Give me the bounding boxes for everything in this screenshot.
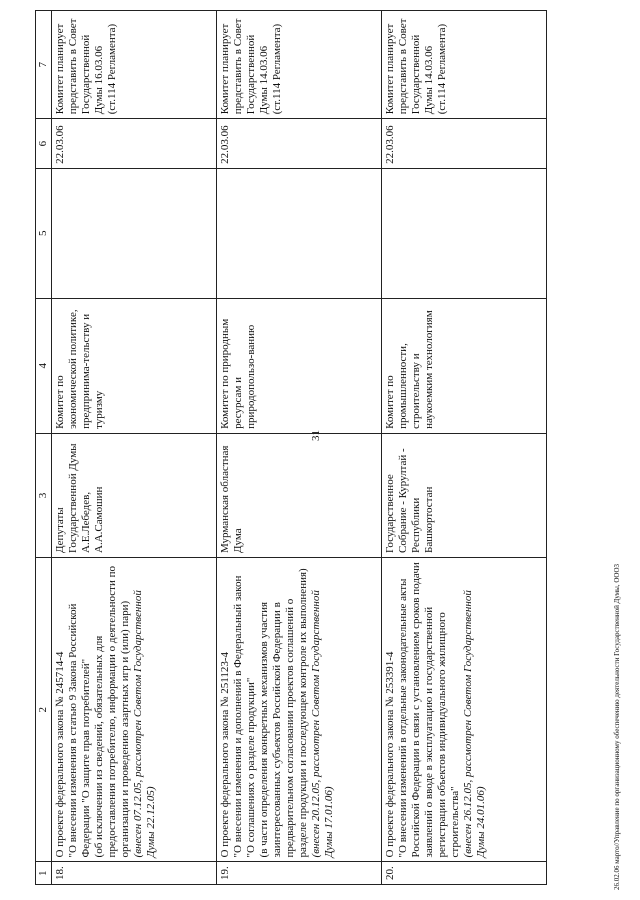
bill-date: 22.03.06 [217, 119, 382, 169]
bill-description [52, 557, 217, 861]
bill-description [217, 557, 382, 861]
header-col-6: 6 [36, 119, 52, 169]
col5-cell [382, 168, 547, 298]
table-row [382, 11, 547, 885]
bill-title: О проекте федерального закона № 245714-4 [54, 651, 66, 858]
bills-table-container [35, 10, 598, 885]
row-number: 20. [382, 862, 547, 885]
bill-status: Комитет планирует представить в Совет Государственной Думы 14.03.06 (ст.114 Регламента) [382, 11, 547, 119]
bill-note: (внесен 20.12.05, рассмотрен Советом Государственной Думы 17.01.06) [310, 590, 335, 858]
table-row [52, 11, 217, 885]
row-number: 19. [217, 862, 382, 885]
bill-text-line: (в части определения конкретных механизмов участия заинтересованных субъектов Российской Федерации в предварительном согласовании проектов соглашений о разделе продукции и последующем контроле их выполнения) [258, 568, 309, 858]
bills-table [35, 10, 547, 885]
bill-text-line: (об исключении из сведений, обязательных для предоставления потребителю, информации о деятельности по организации и проведению азартных игр и (или) пари) [93, 566, 131, 858]
bill-date: 22.03.06 [382, 119, 547, 169]
header-col-2: 2 [36, 557, 52, 861]
header-col-3: 3 [36, 433, 52, 557]
header-col-7: 7 [36, 11, 52, 119]
bill-date: 22.03.06 [52, 119, 217, 169]
header-col-4: 4 [36, 298, 52, 433]
header-col-1: 1 [36, 862, 52, 885]
bill-committee: Комитет по экономической политике, предпринима-тельству и туризму [52, 298, 217, 433]
bill-text-line: "О внесении изменения и дополнений в Федеральный закон "О соглашениях о разделе продукции" [232, 575, 257, 858]
row-number: 18. [52, 862, 217, 885]
table-header-row [36, 11, 52, 885]
bill-status: Комитет планирует представить в Совет Государственной Думы 14.03.06 (ст.114 Регламента) [217, 11, 382, 119]
bill-initiator: Государственное Собрание - Курултай - Республики Башкортостан [382, 433, 547, 557]
page-number: 31 [310, 430, 322, 441]
bill-initiator: Мурманская областная Дума [217, 433, 382, 557]
bill-title: О проекте федерального закона № 253391-4 [384, 651, 396, 858]
col5-cell [217, 168, 382, 298]
col5-cell [52, 168, 217, 298]
page-footer: 26.02.06 марто//Управление по организационному обеспечению деятельности Государственной Думы, ООО3 [613, 563, 621, 890]
bill-title: О проекте федерального закона № 251123-4 [219, 651, 231, 858]
bill-description [382, 557, 547, 861]
bill-committee: Комитет по природным ресурсам и природопользо-ванию [217, 298, 382, 433]
bill-text-line: "О внесении изменений в отдельные законодательные акты Российской Федерации в связи с установлением сроков подачи заявлений о вводе в эксплуатацию и государственной регистрации объектов индивидуального жилищного строительства" [397, 562, 461, 858]
bill-note: (внесен 07.12.05, рассмотрен Советом Государственной Думы 22.12.05) [132, 590, 157, 858]
bill-note: (внесен 26.12.05, рассмотрен Советом Государственной Думы 24.01.06) [462, 590, 487, 858]
header-col-5: 5 [36, 168, 52, 298]
bill-text-line: "О внесении изменения в статью 9 Закона Российской Федерации "О защите прав потребителей" [67, 603, 92, 858]
bill-initiator: Депутаты Государственной Думы А.Е.Лебедев, А.А.Самошин [52, 433, 217, 557]
bill-status: Комитет планирует представить в Совет Государственной Думы 16.03.06 (ст.114 Регламента) [52, 11, 217, 119]
table-row [217, 11, 382, 885]
bill-committee: Комитет по промышленности, строительству и наукоемким технологиям [382, 298, 547, 433]
